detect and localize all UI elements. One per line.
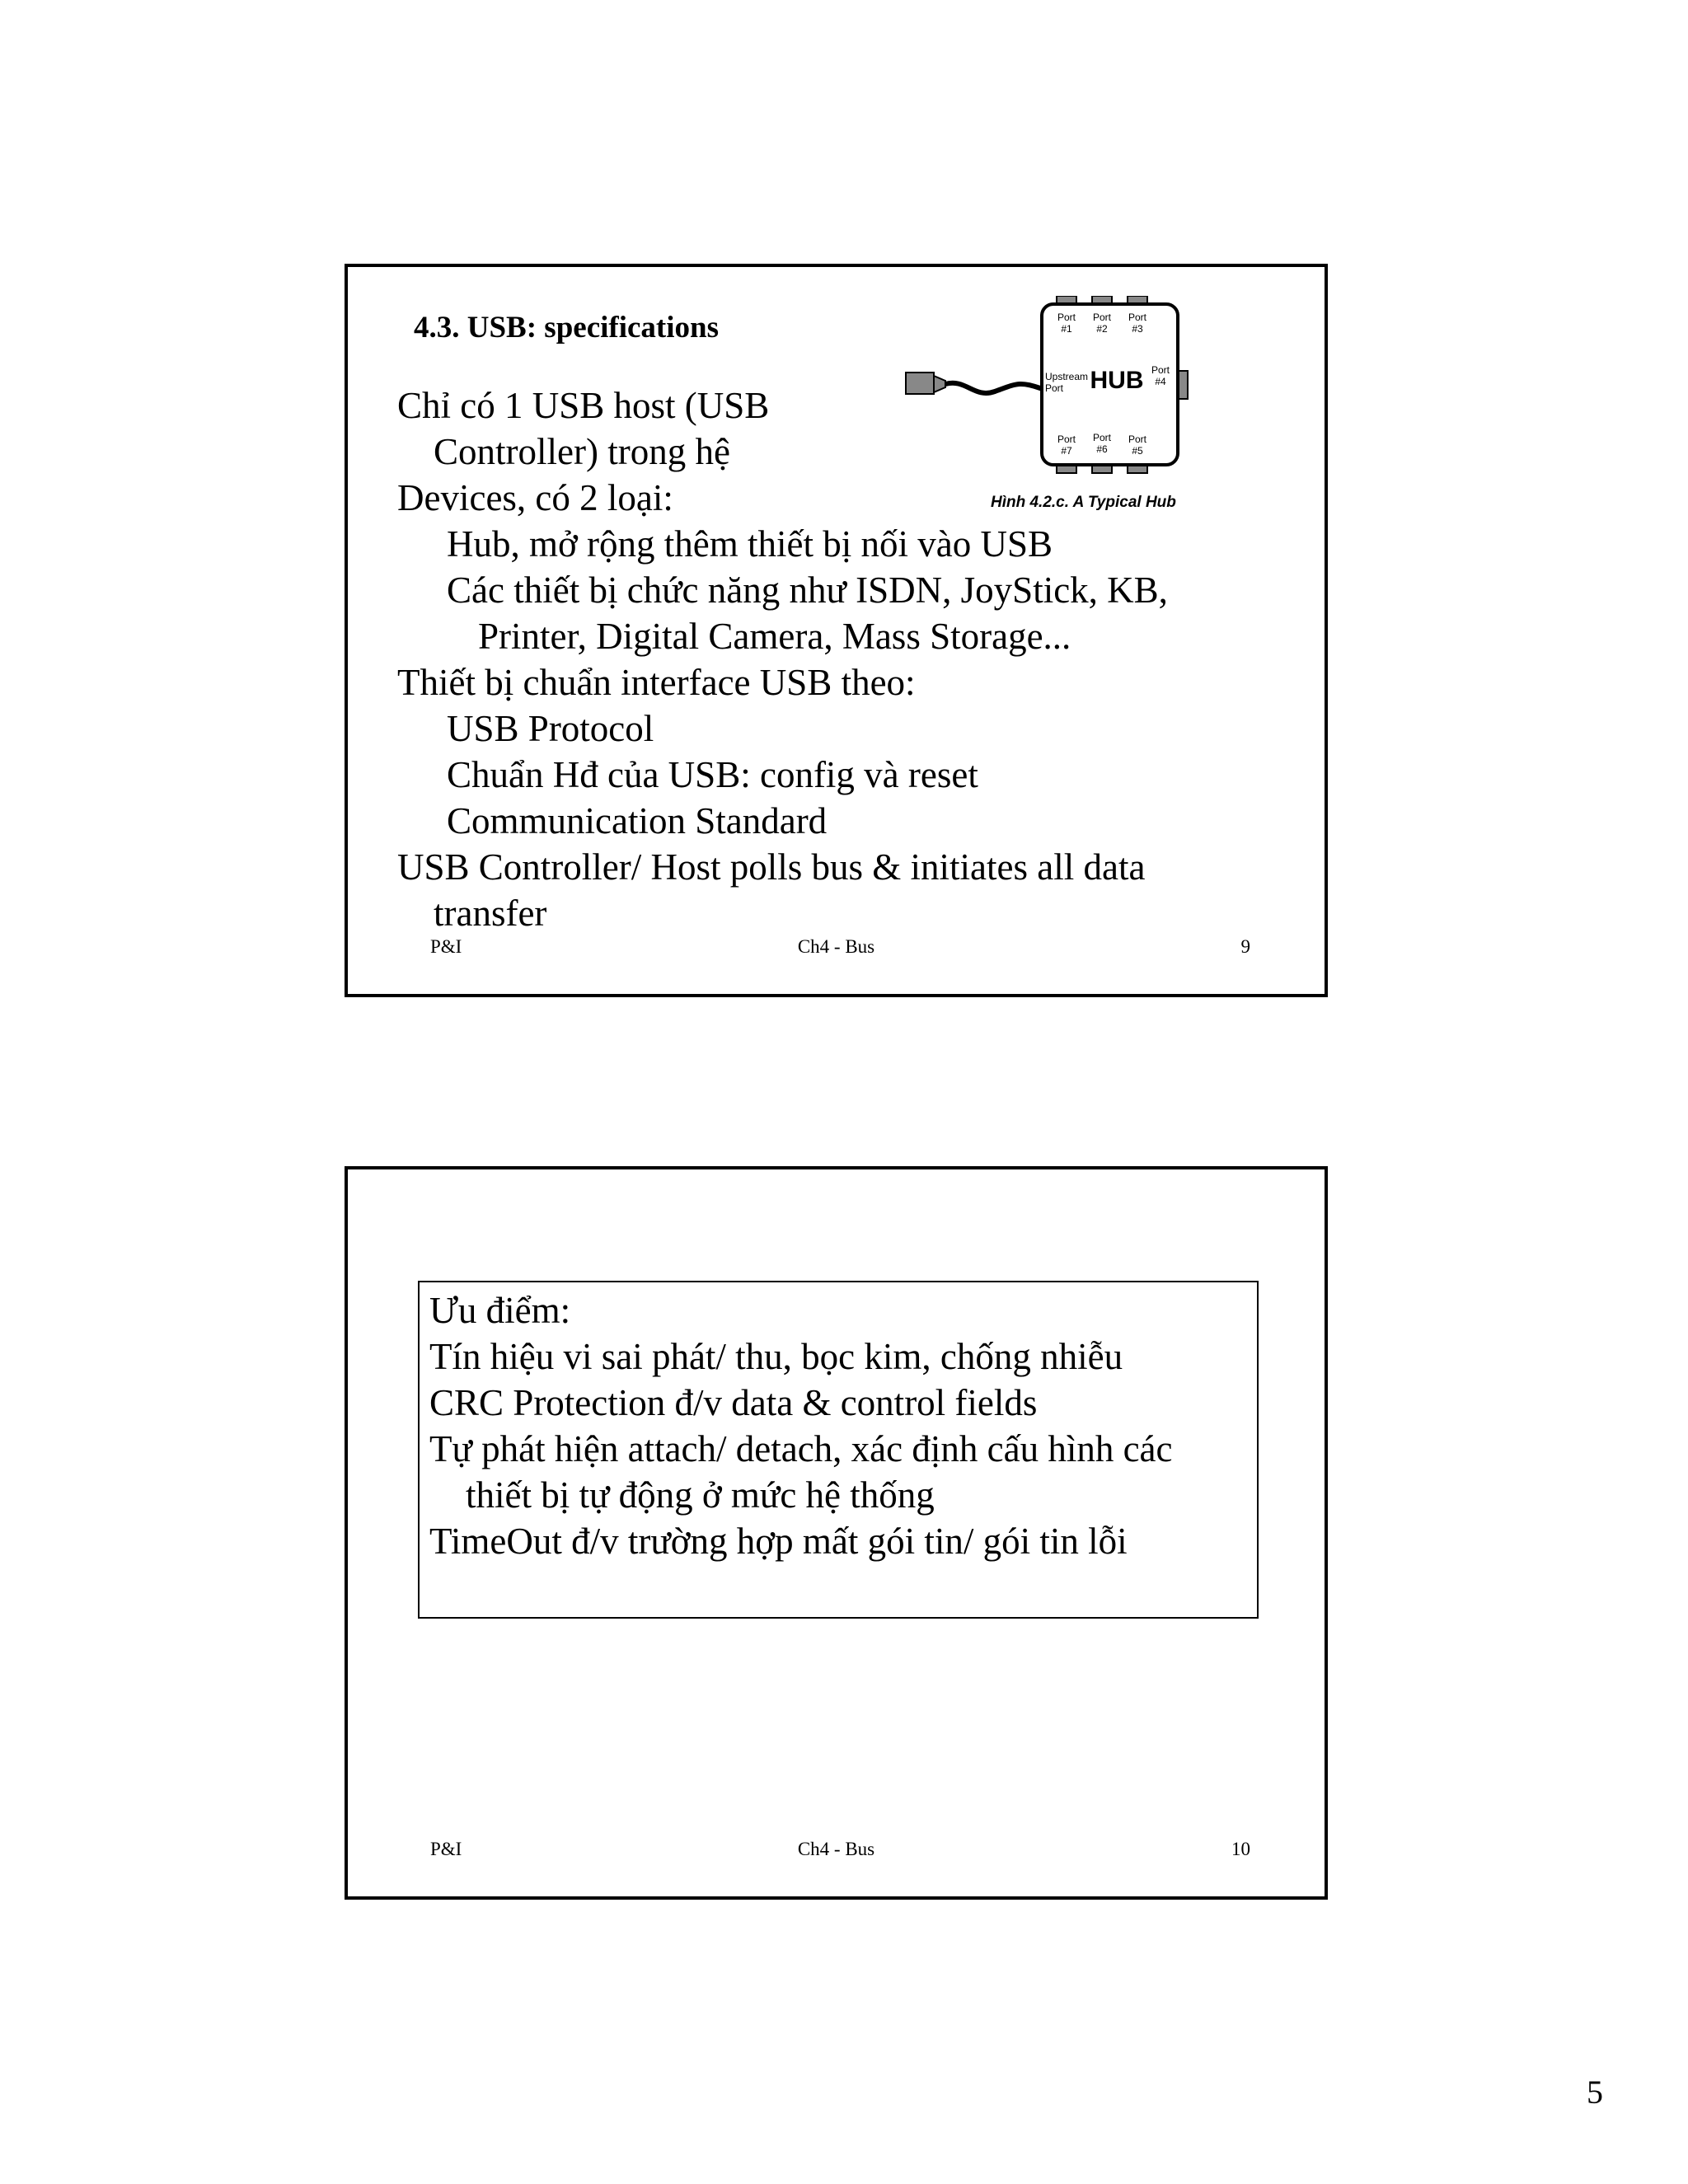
- slide-number: 10: [1231, 1839, 1250, 1859]
- slide-number: 9: [1240, 936, 1250, 957]
- port-6-label: Port: [1092, 432, 1112, 443]
- bullet-continuation: thiết bị tự động ở mức hệ thống: [466, 1474, 935, 1516]
- port-3-label: Port: [1128, 312, 1147, 323]
- bullet-line: CRC Protection đ/v data & control fields: [429, 1382, 1038, 1423]
- bullet-line: Chỉ có 1 USB host (USB: [397, 385, 770, 426]
- port-4-num: #4: [1155, 376, 1166, 387]
- slide-body: [397, 382, 1287, 936]
- hub-label: HUB: [1090, 367, 1144, 394]
- bullet-line: Devices, có 2 loại:: [397, 477, 673, 518]
- bullet-line: USB Controller/ Host polls bus & initiates all data: [397, 846, 1146, 888]
- bullet-line: Thiết bị chuẩn interface USB theo:: [397, 662, 916, 703]
- sub-bullet-line: Communication Standard: [447, 800, 828, 841]
- footer-left: P&I: [430, 1839, 462, 1859]
- page-number: 5: [1587, 2074, 1603, 2111]
- slide-footer: [348, 1839, 1325, 1863]
- bullet-continuation: Controller) trong hệ: [434, 431, 730, 472]
- sub-bullet-line: Chuẩn Hđ của USB: config và reset: [447, 754, 978, 795]
- bullet-line: Tự phát hiện attach/ detach, xác định cấu hình các: [429, 1428, 1173, 1469]
- port-7-label: Port: [1057, 434, 1076, 445]
- port-2-num: #2: [1096, 323, 1108, 335]
- bullet-continuation: transfer: [434, 893, 547, 934]
- port-5-label: Port: [1128, 434, 1147, 445]
- upstream-label: Upstream: [1045, 371, 1089, 382]
- slide-title: 4.3. USB: specifications: [414, 311, 719, 344]
- port-3-num: #3: [1132, 323, 1143, 335]
- port-6-num: #6: [1096, 443, 1108, 455]
- sub-bullet-line: Hub, mở rộng thêm thiết bị nối vào USB: [447, 523, 1053, 565]
- sub-bullet-line: Các thiết bị chức năng như ISDN, JoyStick, KB,: [447, 569, 1168, 611]
- slide-footer: [348, 936, 1325, 961]
- advantages-heading: Ưu điểm:: [429, 1290, 571, 1331]
- port-2-label: Port: [1092, 312, 1112, 323]
- port-4-label: Port: [1151, 364, 1170, 376]
- footer-center: Ch4 - Bus: [797, 1839, 875, 1859]
- advantages-box: [418, 1281, 1259, 1619]
- port-1-label: Port: [1057, 312, 1076, 323]
- slide-10: [345, 1166, 1328, 1900]
- slide-9: [345, 264, 1328, 997]
- sub-bullet-line: USB Protocol: [447, 708, 654, 749]
- upstream-port-label: Port: [1045, 382, 1064, 394]
- port-7-num: #7: [1061, 445, 1072, 457]
- port-1-num: #1: [1061, 323, 1072, 335]
- footer-center: Ch4 - Bus: [797, 936, 875, 957]
- bullet-line: Tín hiệu vi sai phát/ thu, bọc kim, chống nhiễu: [429, 1336, 1123, 1377]
- sub-bullet-continuation: Printer, Digital Camera, Mass Storage...: [478, 616, 1071, 657]
- figure-caption: Hình 4.2.c. A Typical Hub: [991, 494, 1176, 511]
- port-5-num: #5: [1132, 445, 1143, 457]
- bullet-line: TimeOut đ/v trường hợp mất gói tin/ gói tin lỗi: [429, 1521, 1128, 1562]
- footer-left: P&I: [430, 936, 462, 957]
